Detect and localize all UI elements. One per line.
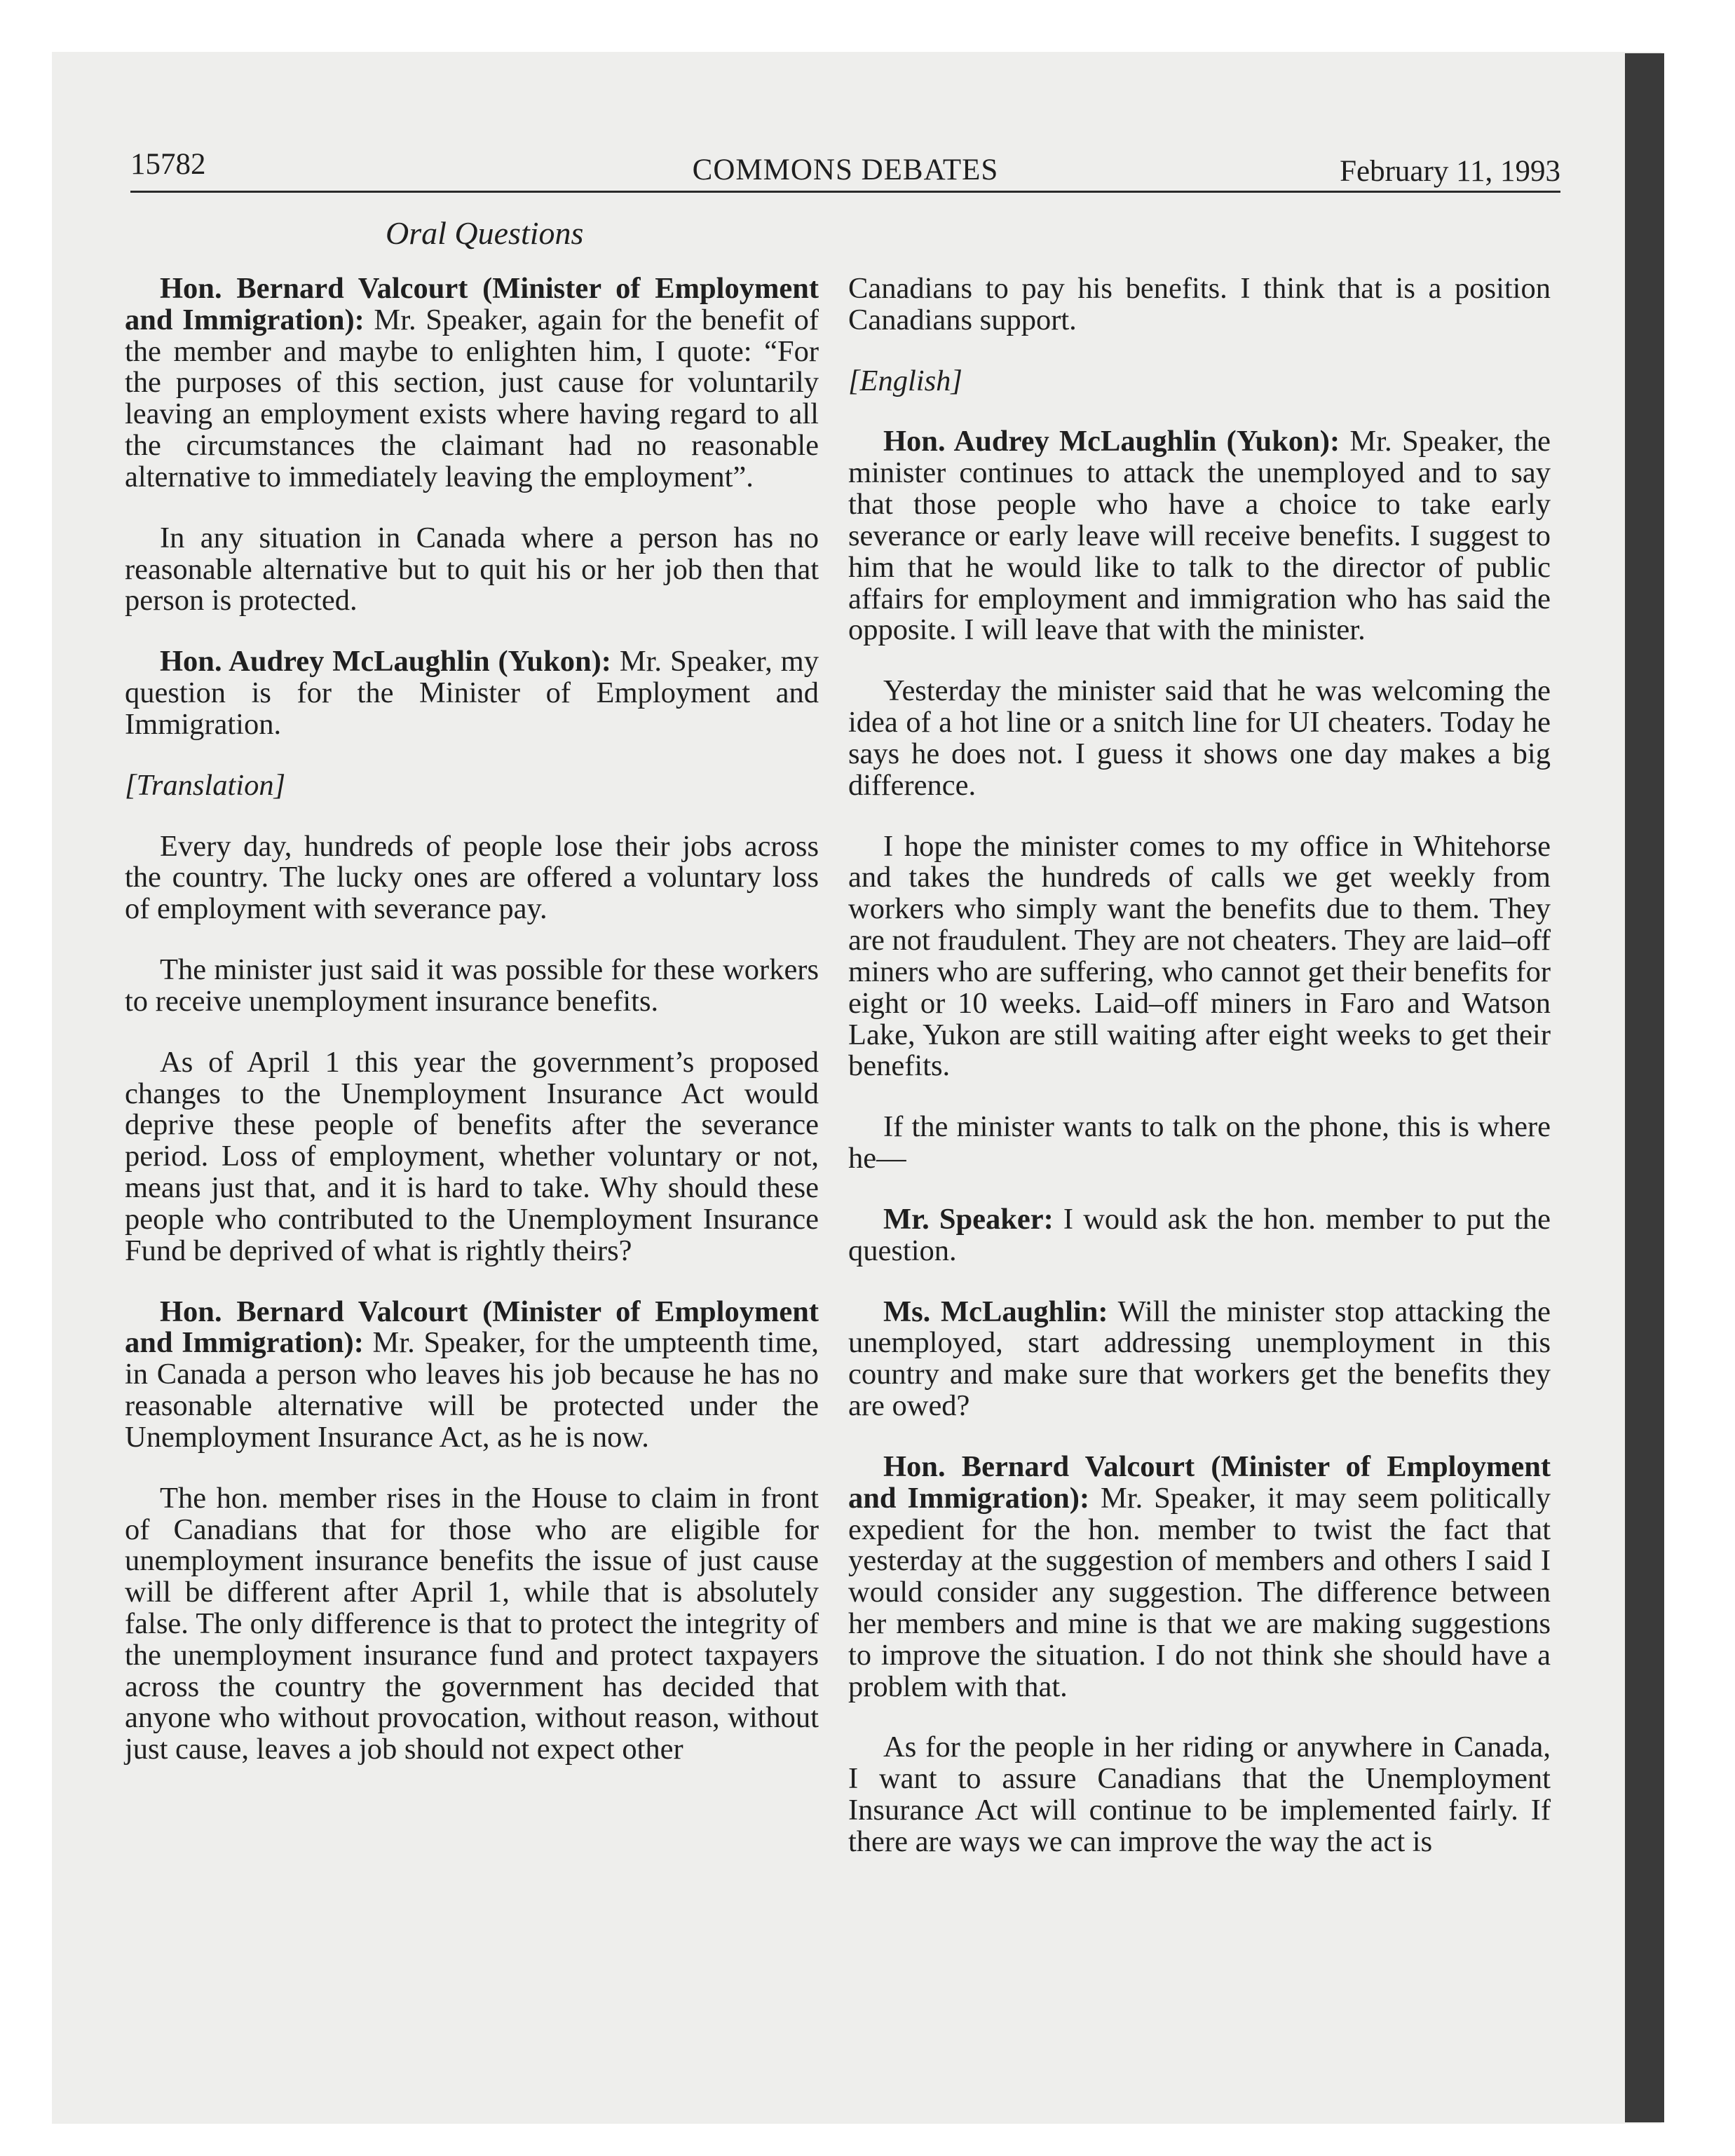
speech-text: Mr. Speaker, the minister continues to attack the unemployed and to say that those people who have a choice to take early severance or early leave will receive benefits. I suggest to him that he would like to talk to the director of public affairs for employment and immigration who has said the opposite. I will leave that with the minister.: [848, 425, 1551, 647]
speaker-name: Hon. Bernard Valcourt (Minister of Employment and Immigration):: [848, 1449, 1551, 1515]
paragraph: [848, 1297, 1551, 1422]
speech-text: I would ask the hon. member to put the question.: [848, 1202, 1551, 1267]
scan-edge-shadow: [1625, 53, 1664, 2122]
language-tag-text: [Translation]: [125, 768, 286, 802]
page-number: 15782: [130, 148, 206, 181]
speech-text: Canadians to pay his benefits. I think that is a position Canadians support.: [848, 272, 1551, 336]
paragraph: [848, 1204, 1551, 1267]
language-tag-text: [English]: [848, 364, 962, 397]
paragraph: [125, 1483, 819, 1766]
speaker-name: Ms. McLaughlin:: [883, 1295, 1108, 1328]
speech-text: I hope the minister comes to my office in Whitehorse and takes the hundreds of calls we get weekly from workers who simply want the benefits due to them. They are not fraudulent. They are not cheaters. They are laid–off miners who are suffering, who cannot get their benefits for eight or 10 weeks. Laid–off miners in Faro and Watson Lake, Yukon are still waiting after eight weeks to get their benefits.: [848, 829, 1551, 1083]
speaker-name: Mr. Speaker:: [883, 1202, 1054, 1236]
speech-text: In any situation in Canada where a person has no reasonable alternative but to quit his or her job then that person is protected.: [125, 521, 819, 618]
paragraph: [848, 1732, 1551, 1857]
paragraph: [848, 1112, 1551, 1175]
speech-text: The minister just said it was possible for these workers to receive unemployment insurance benefits.: [125, 953, 819, 1018]
speech-text: Every day, hundreds of people lose their jobs across the country. The lucky ones are offered a voluntary loss of employment with severance pay.: [125, 829, 819, 926]
paragraph: [848, 426, 1551, 646]
speech-text: Mr. Speaker, for the umpteenth time, in Canada a person who leaves his job because he has no reasonable alternative will be protected under the Unemployment Insurance Act, as he is now.: [125, 1326, 819, 1454]
speech-text: Yesterday the minister said that he was welcoming the idea of a hot line or a snitch line for UI cheaters. Today he says he does not. I guess it shows one day makes a big difference.: [848, 674, 1551, 802]
paragraph: [125, 523, 819, 617]
section-title: Oral Questions: [386, 215, 584, 251]
header-rule: [130, 191, 1560, 193]
paragraph: [125, 646, 819, 740]
speech-text: As for the people in her riding or anywhere in Canada, I want to assure Canadians that the Unemployment Insurance Act will continue to be implemented fairly. If there are ways we can improve the way the act is: [848, 1731, 1551, 1858]
speech-text: Mr. Speaker, my question is for the Minister of Employment and Immigration.: [125, 645, 819, 741]
paragraph: [848, 831, 1551, 1083]
speaker-name: Hon. Bernard Valcourt (Minister of Employment and Immigration):: [125, 1295, 819, 1360]
language-tag: [125, 770, 819, 802]
paragraph: [848, 273, 1551, 336]
publication-title: COMMONS DEBATES: [692, 153, 999, 186]
paragraph: [125, 831, 819, 925]
paragraph: [125, 1297, 819, 1454]
speech-text: Will the minister stop attacking the unemployed, start addressing unemployment in this country and make sure that workers get the benefits they are owed?: [848, 1295, 1551, 1423]
speech-text: The hon. member rises in the House to claim in front of Canadians that for those who are eligible for unemployment insurance benefits the issue of just cause will be different after April 1, while that is absolutely false. The only difference is that to protect the integrity of the unemployment insurance fund and protect taxpayers across the country the government has decided that anyone who without provocation, without reason, without just cause, leaves a job should not expect other: [125, 1481, 819, 1766]
right-column: [848, 273, 1551, 1888]
paragraph: [125, 273, 819, 493]
speech-text: Mr. Speaker, again for the benefit of the member and maybe to enlighten him, I quote: “For the purposes of this section, just cause for voluntarily leaving an employment exists where having regard to all the circumstances the claimant had no reasonable alternative to immediately leaving the employment”.: [125, 303, 819, 493]
paragraph: [125, 955, 819, 1018]
paragraph: [848, 676, 1551, 801]
left-column: [125, 273, 819, 1795]
paragraph: [125, 1047, 819, 1267]
speaker-name: Hon. Audrey McLaughlin (Yukon):: [883, 425, 1340, 458]
speaker-name: Hon. Bernard Valcourt (Minister of Employment and Immigration):: [125, 272, 819, 336]
speech-text: Mr. Speaker, it may seem politically expedient for the hon. member to twist the fact that yesterday at the suggestion of members and others I said I would consider any suggestion. The difference between her members and mine is that we are making suggestions to improve the situation. I do not think she should have a problem with that.: [848, 1481, 1551, 1703]
publication-date: February 11, 1993: [1340, 155, 1560, 188]
speaker-name: Hon. Audrey McLaughlin (Yukon):: [160, 645, 611, 678]
language-tag: [848, 366, 1551, 397]
speech-text: As of April 1 this year the government’s proposed changes to the Unemployment Insurance Act would deprive these people of benefits after the severance period. Loss of employment, whether voluntary or not, means just that, and it is hard to take. Why should these people who contributed to the Unemployment Insurance Fund be deprived of what is rightly theirs?: [125, 1045, 819, 1267]
paragraph: [848, 1449, 1551, 1703]
page-header: [130, 144, 1560, 189]
speech-text: If the minister wants to talk on the phone, this is where he—: [848, 1110, 1551, 1175]
